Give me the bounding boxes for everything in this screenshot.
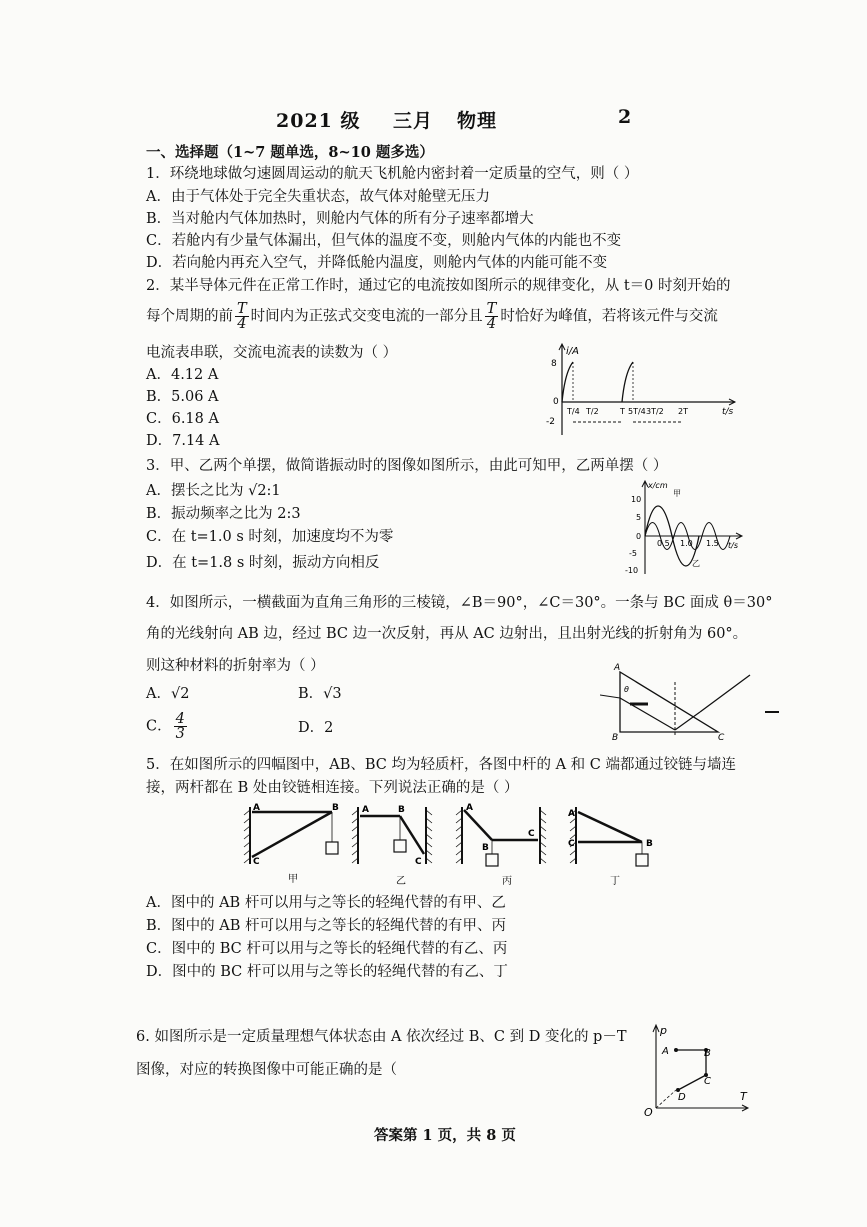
q5-label-ding: 丁	[610, 876, 620, 887]
q4-option-c-prefix: C．	[146, 718, 172, 735]
q5-stem-line1: 5．在如图所示的四幅图中，AB、BC 均为轻质杆，各图中杆的 A 和 C 端都通过铰链与墙连	[146, 757, 736, 773]
q2-fraction-2-num: T	[486, 301, 497, 317]
q5-stem-line2: 接，两杆都在 B 处由铰链相连接。下列说法正确的是（ ）	[146, 780, 519, 796]
q2-current-graph	[540, 340, 740, 445]
q2-graph-xtick-3: 5T/4	[628, 407, 646, 416]
q4-option-c	[146, 712, 189, 741]
svg-text:B: B	[646, 839, 653, 849]
q4-stem-line2: 角的光线射向 AB 边，经过 BC 边一次反射，再从 AC 边射出，且出射光线的折射角为 60°。	[146, 626, 748, 642]
q5-label-bing: 丙	[502, 876, 512, 887]
q5-fig-ding	[568, 807, 653, 866]
q3-option-c: C．在 t=1.0 s 时刻，加速度均不为零	[146, 529, 394, 545]
svg-text:B: B	[398, 805, 405, 815]
q4-label-theta: θ	[624, 685, 629, 694]
q4-option-b: B．√3	[298, 686, 342, 702]
q4-stem-line1: 4．如图所示，一横截面为直角三角形的三棱镜，∠B＝90°，∠C＝30°。一条与 BC 面成 θ＝30°	[146, 595, 773, 611]
q2-option-d: D．7.14 A	[146, 433, 220, 449]
q4-option-c-fraction	[174, 712, 187, 741]
q3-graph-xtick-1-5: 1.5	[706, 539, 719, 548]
q2-option-c: C．6.18 A	[146, 411, 219, 427]
q3-graph-ytick-10: 10	[631, 495, 642, 504]
q5-rod-figures	[240, 802, 670, 892]
svg-text:C: C	[528, 829, 535, 839]
q5-label-jia: 甲	[288, 874, 298, 885]
q4-option-d: D．2	[298, 720, 334, 736]
q6-point-c: C	[704, 1076, 711, 1087]
q2-stem-part-b: 时间内为正弦式交变电流的一部分且	[250, 308, 483, 325]
q6-stem-line1: 6. 如图所示是一定质量理想气体状态由 A 依次经过 B、C 到 D 变化的 p－T	[136, 1029, 627, 1045]
q1-option-a: A．由于气体处于完全失重状态，故气体对舱壁无压力	[146, 189, 490, 205]
q5-option-c: C．图中的 BC 杆可以用与之等长的轻绳代替的有乙、丙	[146, 941, 508, 957]
q3-graph-xlabel: t/s	[728, 541, 738, 550]
q5-option-b: B．图中的 AB 杆可以用与之等长的轻绳代替的有甲、丙	[146, 918, 506, 934]
q2-graph-xtick-1: T/2	[586, 407, 599, 416]
svg-text:C: C	[568, 839, 575, 849]
q6-segment-cd	[678, 1075, 706, 1090]
q5-fig-yi	[352, 805, 432, 867]
q3-graph-ytick-0: 0	[636, 532, 642, 541]
q5-option-d: D．图中的 BC 杆可以用与之等长的轻绳代替的有乙、丁	[146, 964, 508, 980]
q4-stem-line3: 则这种材料的折射率为（ ）	[146, 658, 325, 674]
page-footer: 答案第 1 页，共 8 页	[374, 1127, 516, 1144]
q1-option-d: D．若向舱内再充入空气，并降低舱内温度，则舱内气体的内能可能不变	[146, 255, 608, 271]
q3-option-b: B．振动频率之比为 2:3	[146, 506, 301, 522]
q3-oscillation-graph	[620, 478, 745, 578]
q2-graph-ytick-neg: -2	[546, 417, 555, 427]
q6-axis-t: T	[740, 1090, 747, 1103]
q6-pt-graph	[640, 1020, 755, 1118]
q2-graph-ytick-0: 0	[553, 397, 559, 407]
q1-option-c: C．若舱内有少量气体漏出，但气体的温度不变，则舱内气体的内能也不变	[146, 233, 622, 249]
q3-option-d: D．在 t=1.8 s 时刻，振动方向相反	[146, 555, 380, 571]
q2-option-a: A．4.12 A	[146, 367, 219, 383]
q3-graph-label-yi: 乙	[692, 559, 700, 568]
q6-point-b: B	[704, 1048, 711, 1059]
q1-option-b: B．当对舱内气体加热时，则舱内气体的所有分子速率都增大	[146, 211, 534, 227]
section-title: 一、选择题（1~7 题单选，8~10 题多选）	[146, 144, 434, 161]
q2-graph-xtick-4: 3T/2	[646, 407, 664, 416]
svg-text:A: A	[253, 803, 260, 813]
svg-text:C: C	[253, 857, 260, 867]
q3-graph-xtick-0-5: 0.5	[657, 539, 670, 548]
q6-origin: O	[644, 1106, 653, 1118]
q3-stem: 3．甲、乙两个单摆，做简谐振动时的图像如图所示，由此可知甲，乙两单摆（ ）	[146, 458, 668, 474]
q2-graph-ylabel: i/A	[566, 346, 579, 357]
header-month: 三月	[393, 110, 434, 132]
q2-graph-xlabel: t/s	[722, 407, 734, 417]
header-subject: 物理	[457, 110, 498, 132]
q3-option-a: A．摆长之比为 √2:1	[146, 483, 281, 499]
header-grade: 2021 级	[276, 110, 361, 132]
svg-text:A: A	[362, 805, 369, 815]
q4-label-b: B	[612, 733, 619, 740]
q5-fig-jia	[244, 803, 339, 867]
q3-graph-xtick-1-0: 1.0	[680, 539, 693, 548]
q3-graph-ytick-5: 5	[636, 513, 642, 522]
q4-label-c: C	[718, 733, 725, 740]
q4-option-a: A．√2	[146, 686, 190, 702]
q4-option-c-den: 3	[175, 726, 185, 742]
q2-stem-part-a: 每个周期的前	[146, 308, 233, 325]
margin-mark	[765, 711, 779, 713]
svg-text:A: A	[568, 809, 575, 819]
q5-option-a: A．图中的 AB 杆可以用与之等长的轻绳代替的有甲、乙	[146, 895, 506, 911]
q2-fraction-1-den: 4	[237, 316, 247, 332]
q2-graph-ytick-8: 8	[551, 359, 557, 369]
q2-graph-xtick-5: 2T	[678, 407, 688, 416]
q3-graph-ytick-neg10: -10	[625, 566, 639, 575]
q2-fraction-1	[235, 302, 249, 331]
q4-label-a: A	[614, 663, 621, 673]
svg-text:A: A	[466, 803, 473, 813]
svg-text:C: C	[415, 857, 422, 867]
q5-label-yi: 乙	[396, 876, 406, 887]
q3-graph-label-jia: 甲	[673, 489, 681, 498]
svg-text:B: B	[332, 803, 339, 813]
q4-prism-figure	[600, 660, 770, 740]
svg-text:B: B	[482, 843, 489, 853]
q4-exit-ray	[700, 675, 750, 712]
q4-prism-triangle	[620, 672, 718, 732]
q2-stem-line1: 2．某半导体元件在正常工作时，通过它的电流按如图所示的规律变化，从 t＝0 时刻开始的	[146, 278, 731, 294]
q2-option-b: B．5.06 A	[146, 389, 219, 405]
q2-stem-line2	[146, 302, 718, 331]
q6-point-a: A	[662, 1046, 669, 1057]
q2-fraction-2	[485, 302, 499, 331]
q5-fig-bing	[456, 803, 546, 866]
header-page-num: 2	[618, 106, 633, 128]
q1-stem: 1．环绕地球做匀速圆周运动的航天飞机舱内密封着一定质量的空气，则（ ）	[146, 166, 639, 182]
q6-stem-line2: 图像，对应的转换图像中可能正确的是（	[136, 1062, 397, 1078]
q2-graph-first-arc	[562, 362, 573, 402]
q3-graph-ylabel: x/cm	[648, 481, 668, 490]
q2-stem-line3: 电流表串联，交流电流表的读数为（ ）	[146, 345, 398, 361]
q3-graph-ytick-neg5: -5	[629, 549, 637, 558]
q2-graph-xtick-2: T	[620, 407, 625, 416]
q4-option-c-num: 4	[175, 711, 185, 727]
q6-axis-p: p	[660, 1024, 667, 1037]
q2-fraction-1-num: T	[237, 301, 247, 317]
q2-graph-xtick-0: T/4	[567, 407, 580, 416]
q2-stem-part-c: 时恰好为峰值，若将该元件与交流	[500, 308, 718, 325]
q2-graph-second-arc	[622, 362, 633, 402]
q2-fraction-2-den: 4	[486, 316, 497, 332]
q6-point-d: D	[678, 1092, 686, 1103]
